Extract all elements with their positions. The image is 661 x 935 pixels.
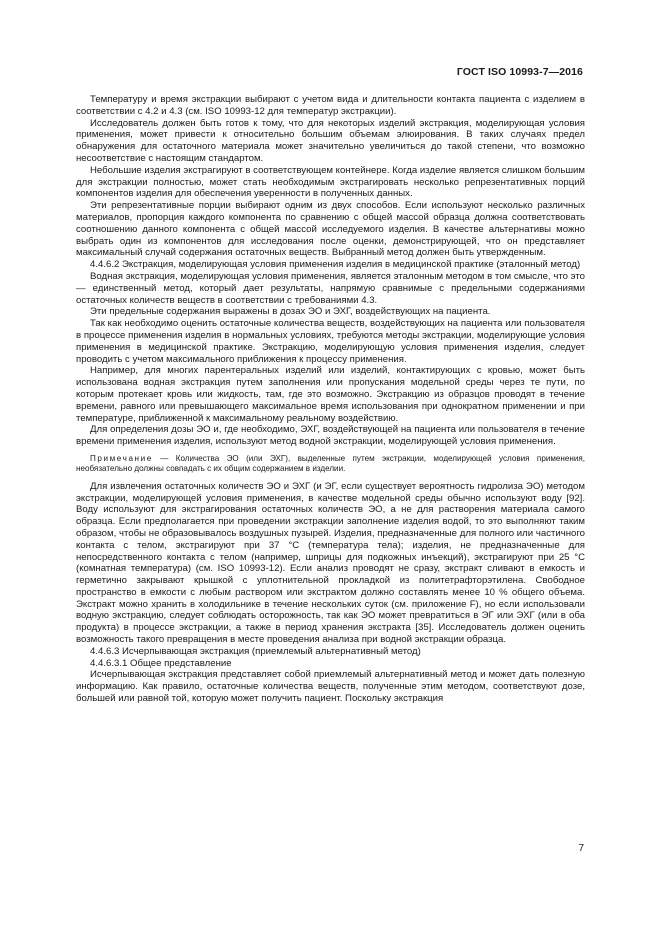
paragraph: Эти репрезентативные порции выбирают одним из двух способов. Если используют несколько различных материалов, пропорция каждого компонента по сравнению с общей массой образца должна соответствовать соотношению данного компонента с общей массой исследуемого изделия. В качестве альтернативы можно выбрать один из компонентов для исследования после оценки, демонстрирующей, что он представляет максимальный случай содержания остаточных веществ. Выбранный метод должен быть утвержденным. xyxy=(76,200,585,259)
subsection-heading: 4.4.6.3.1 Общее представление xyxy=(90,657,232,669)
paragraph: Исследователь должен быть готов к тому, что для некоторых изделий экстракция, моделирующая условия применения, может привести к относительно большим объемам элюирования. В таких случаях предел обнаружения для остаточного материала может значительно увеличиться до такой степени, что возможно несоответствие с настоящим стандартом. xyxy=(76,117,585,164)
paragraph: Эти предельные содержания выражены в дозах ЭО и ЭХГ, воздействующих на пациента. xyxy=(90,306,491,318)
paragraph: Температуру и время экстракции выбирают с учетом вида и длительности контакта пациента с изделием в соответствии с 4.2 и 4.3 (см. ISO 10993-12 для температур экстракции). xyxy=(76,94,585,117)
note-label: Примечание xyxy=(90,453,153,463)
paragraph: Для определения дозы ЭО и, где необходимо, ЭХГ, воздействующей на пациента или пользователя в течение времени применения изделия, используют метод водной экстракции, моделирующей условия применения. xyxy=(76,424,585,448)
paragraph: Для извлечения остаточных количеств ЭО и ЭХГ (и ЭГ, если существует вероятность гидролиза ЭО) методом экстракции, моделирующей условия применения, в качестве модельной среды обычно используют воду [92]. Воду используют для экстрагирования остаточных количеств ЭО, а не для растворения материала самого образца. Если предполагается при проведении экстракции заполнение изделия водой, то это выполняют таким образом, чтобы не образовывалось воздушных пузырей. Изделия, предназначенные для полного или частичного контакта с телом, экстрагируют при 37 °С (температура тела); изделия, не предназначенные для непосредственного контакта с телом (например, шприцы для подкожных инъекций), экстрагируют при 25 °С (комнатная температура) (см. ISO 10993-12). Если анализ проводят не сразу, экстракт сливают в емкость и герметично закрывают крышкой с уплотнительной прокладкой из политетрафторэтилена. Свободное пространство в емкости с любым раствором или экстрактом должно составлять менее 10 % общего объема. Экстракт можно хранить в холодильнике в течение нескольких суток (см. приложение F), но если использовали водную экстракцию, следует соблюдать осторожность, так как ЭО может превратиться в ЭГ или ЭХГ (или в оба продукта) в процессе экстракции, а также в период хранения экстракта [35]. Исследователь должен оценить возможность такого превращения в месте проведения анализа при водной экстракции образца. xyxy=(76,480,585,646)
paragraph: Небольшие изделия экстрагируют в соответствующем контейнере. Когда изделие является слишком большим для экстракции полностью, может стать необходимым экстрагировать несколько репрезентативных порций компонентов изделия для обеспечения уверенности в полученных данных. xyxy=(76,164,585,200)
paragraph: Исчерпывающая экстракция представляет собой приемлемый альтернативный метод и может дать полезную информацию. Как правило, остаточные количества веществ, полученные этим методом, соответствуют дозе, большей или равной той, которую может получить пациент. Поскольку экстракция xyxy=(76,669,585,705)
paragraph: Так как необходимо оценить остаточные количества веществ, воздействующих на пациента или пользователя в процессе применения изделия в нормальных условиях, требуются методы экстракции, моделирующие условия применения в медицинской практике. Экстракцию, моделирующую условия применения изделия, следует проводить с учетом максимального приближения к процессу применения. xyxy=(76,318,585,365)
document-body xyxy=(76,94,585,705)
paragraph: Например, для многих парентеральных изделий или изделий, контактирующих с кровью, может быть использована водная экстракция путем заполнения или пропускания модельной среды через те пути, по которым протекает кровь или жидкость, там, где это возможно. Экстракцию из образцов проводят в течение времени, равного или превышающего максимальное время использования при однократном применении и при температуре, приближенной к максимальному реальному воздействию. xyxy=(76,365,585,424)
section-heading: 4.4.6.3 Исчерпывающая экстракция (приемлемый альтернативный метод) xyxy=(90,645,421,657)
note xyxy=(76,454,585,475)
note-text: — Количества ЭО (или ЭХГ), выделенные путем экстракции, моделирующей условия применения, необязательно должны совпадать с их общим содержанием в изделии. xyxy=(76,453,585,474)
paragraph: Водная экстракция, моделирующая условия применения, является эталонным методом в том смысле, что это — единственный метод, который дает результаты, напрямую сравнимые с предельными содержаниями остаточных количеств веществ в соответствии с требованиями 4.3. xyxy=(76,270,585,306)
document-header: ГОСТ ISO 10993-7—2016 xyxy=(456,66,583,78)
section-heading: 4.4.6.2 Экстракция, моделирующая условия применения изделия в медицинской практике (эталонный метод) xyxy=(90,259,581,271)
page-number: 7 xyxy=(578,843,584,854)
